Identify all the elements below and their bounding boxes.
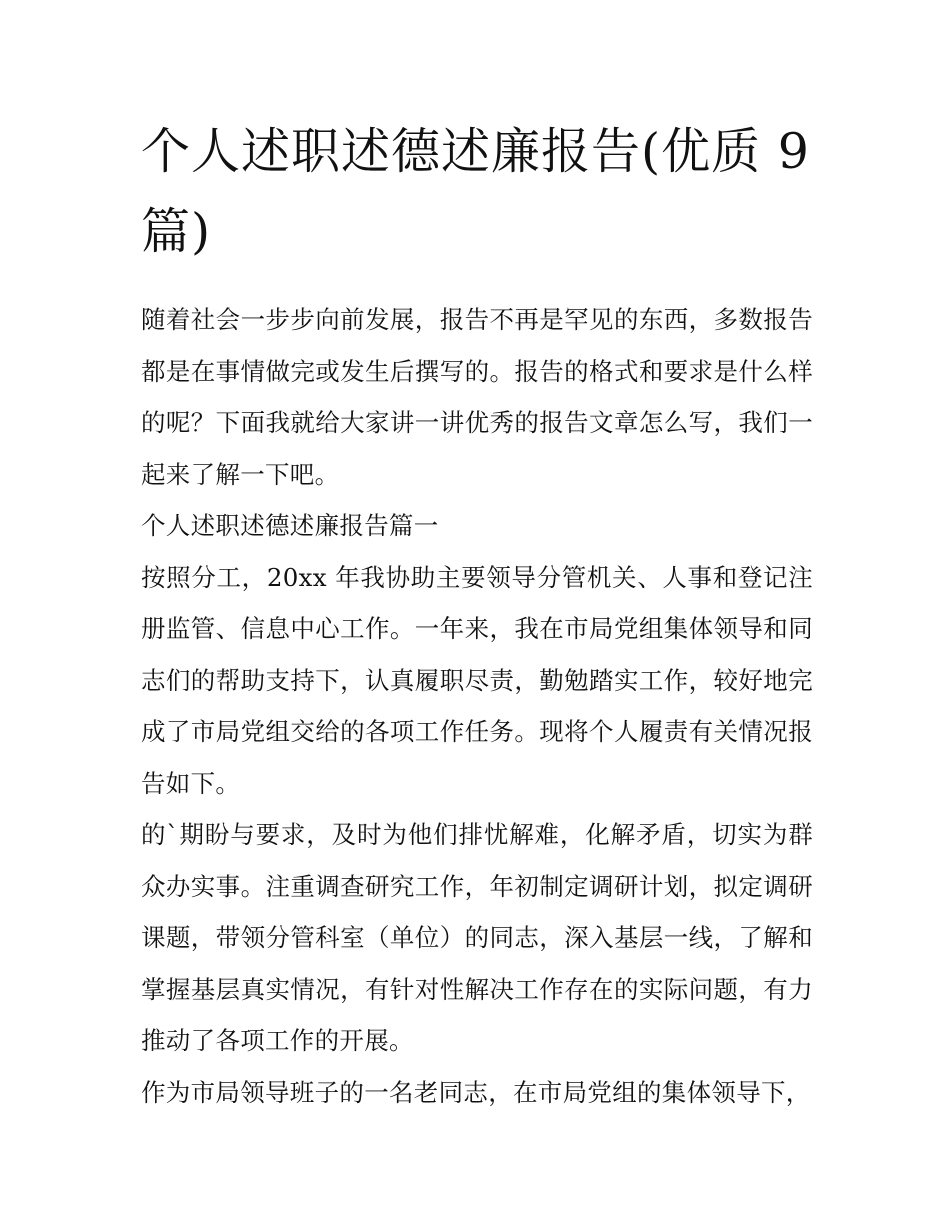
document-page bbox=[141, 112, 813, 1118]
document-title: 个人述职述德述廉报告(优质 9 篇) bbox=[141, 123, 810, 260]
section-heading: 个人述职述德述廉报告篇一 bbox=[141, 511, 439, 540]
body-paragraph: 按照分工，20xx 年我协助主要领导分管机关、人事和登记注册监管、信息中心工作。一年来，我在市局党组集体领导和同志们的帮助支持下，认真履职尽责，勤勉踏实工作，较好地完成了市局党组交给的各项工作任务。现将个人履责有关情况报告如下。 bbox=[141, 562, 813, 798]
intro-paragraph: 随着社会一步步向前发展，报告不再是罕见的东西，多数报告都是在事情做完或发生后撰写的。报告的格式和要求是什么样的呢？下面我就给大家讲一讲优秀的报告文章怎么写，我们一起来了解一下吧。 bbox=[141, 305, 813, 489]
document-body bbox=[141, 294, 813, 1118]
body-paragraph: 的`期盼与要求，及时为他们排忧解难，化解矛盾，切实为群众办实事。注重调查研究工作，年初制定调研计划，拟定调研课题，带领分管科室（单位）的同志，深入基层一线，了解和掌握基层真实情况，有针对性解决工作存在的实际问题，有力推动了各项工作的开展。 bbox=[141, 820, 813, 1055]
body-paragraph: 作为市局领导班子的一名老同志，在市局党组的集体领导下， bbox=[141, 1077, 811, 1107]
